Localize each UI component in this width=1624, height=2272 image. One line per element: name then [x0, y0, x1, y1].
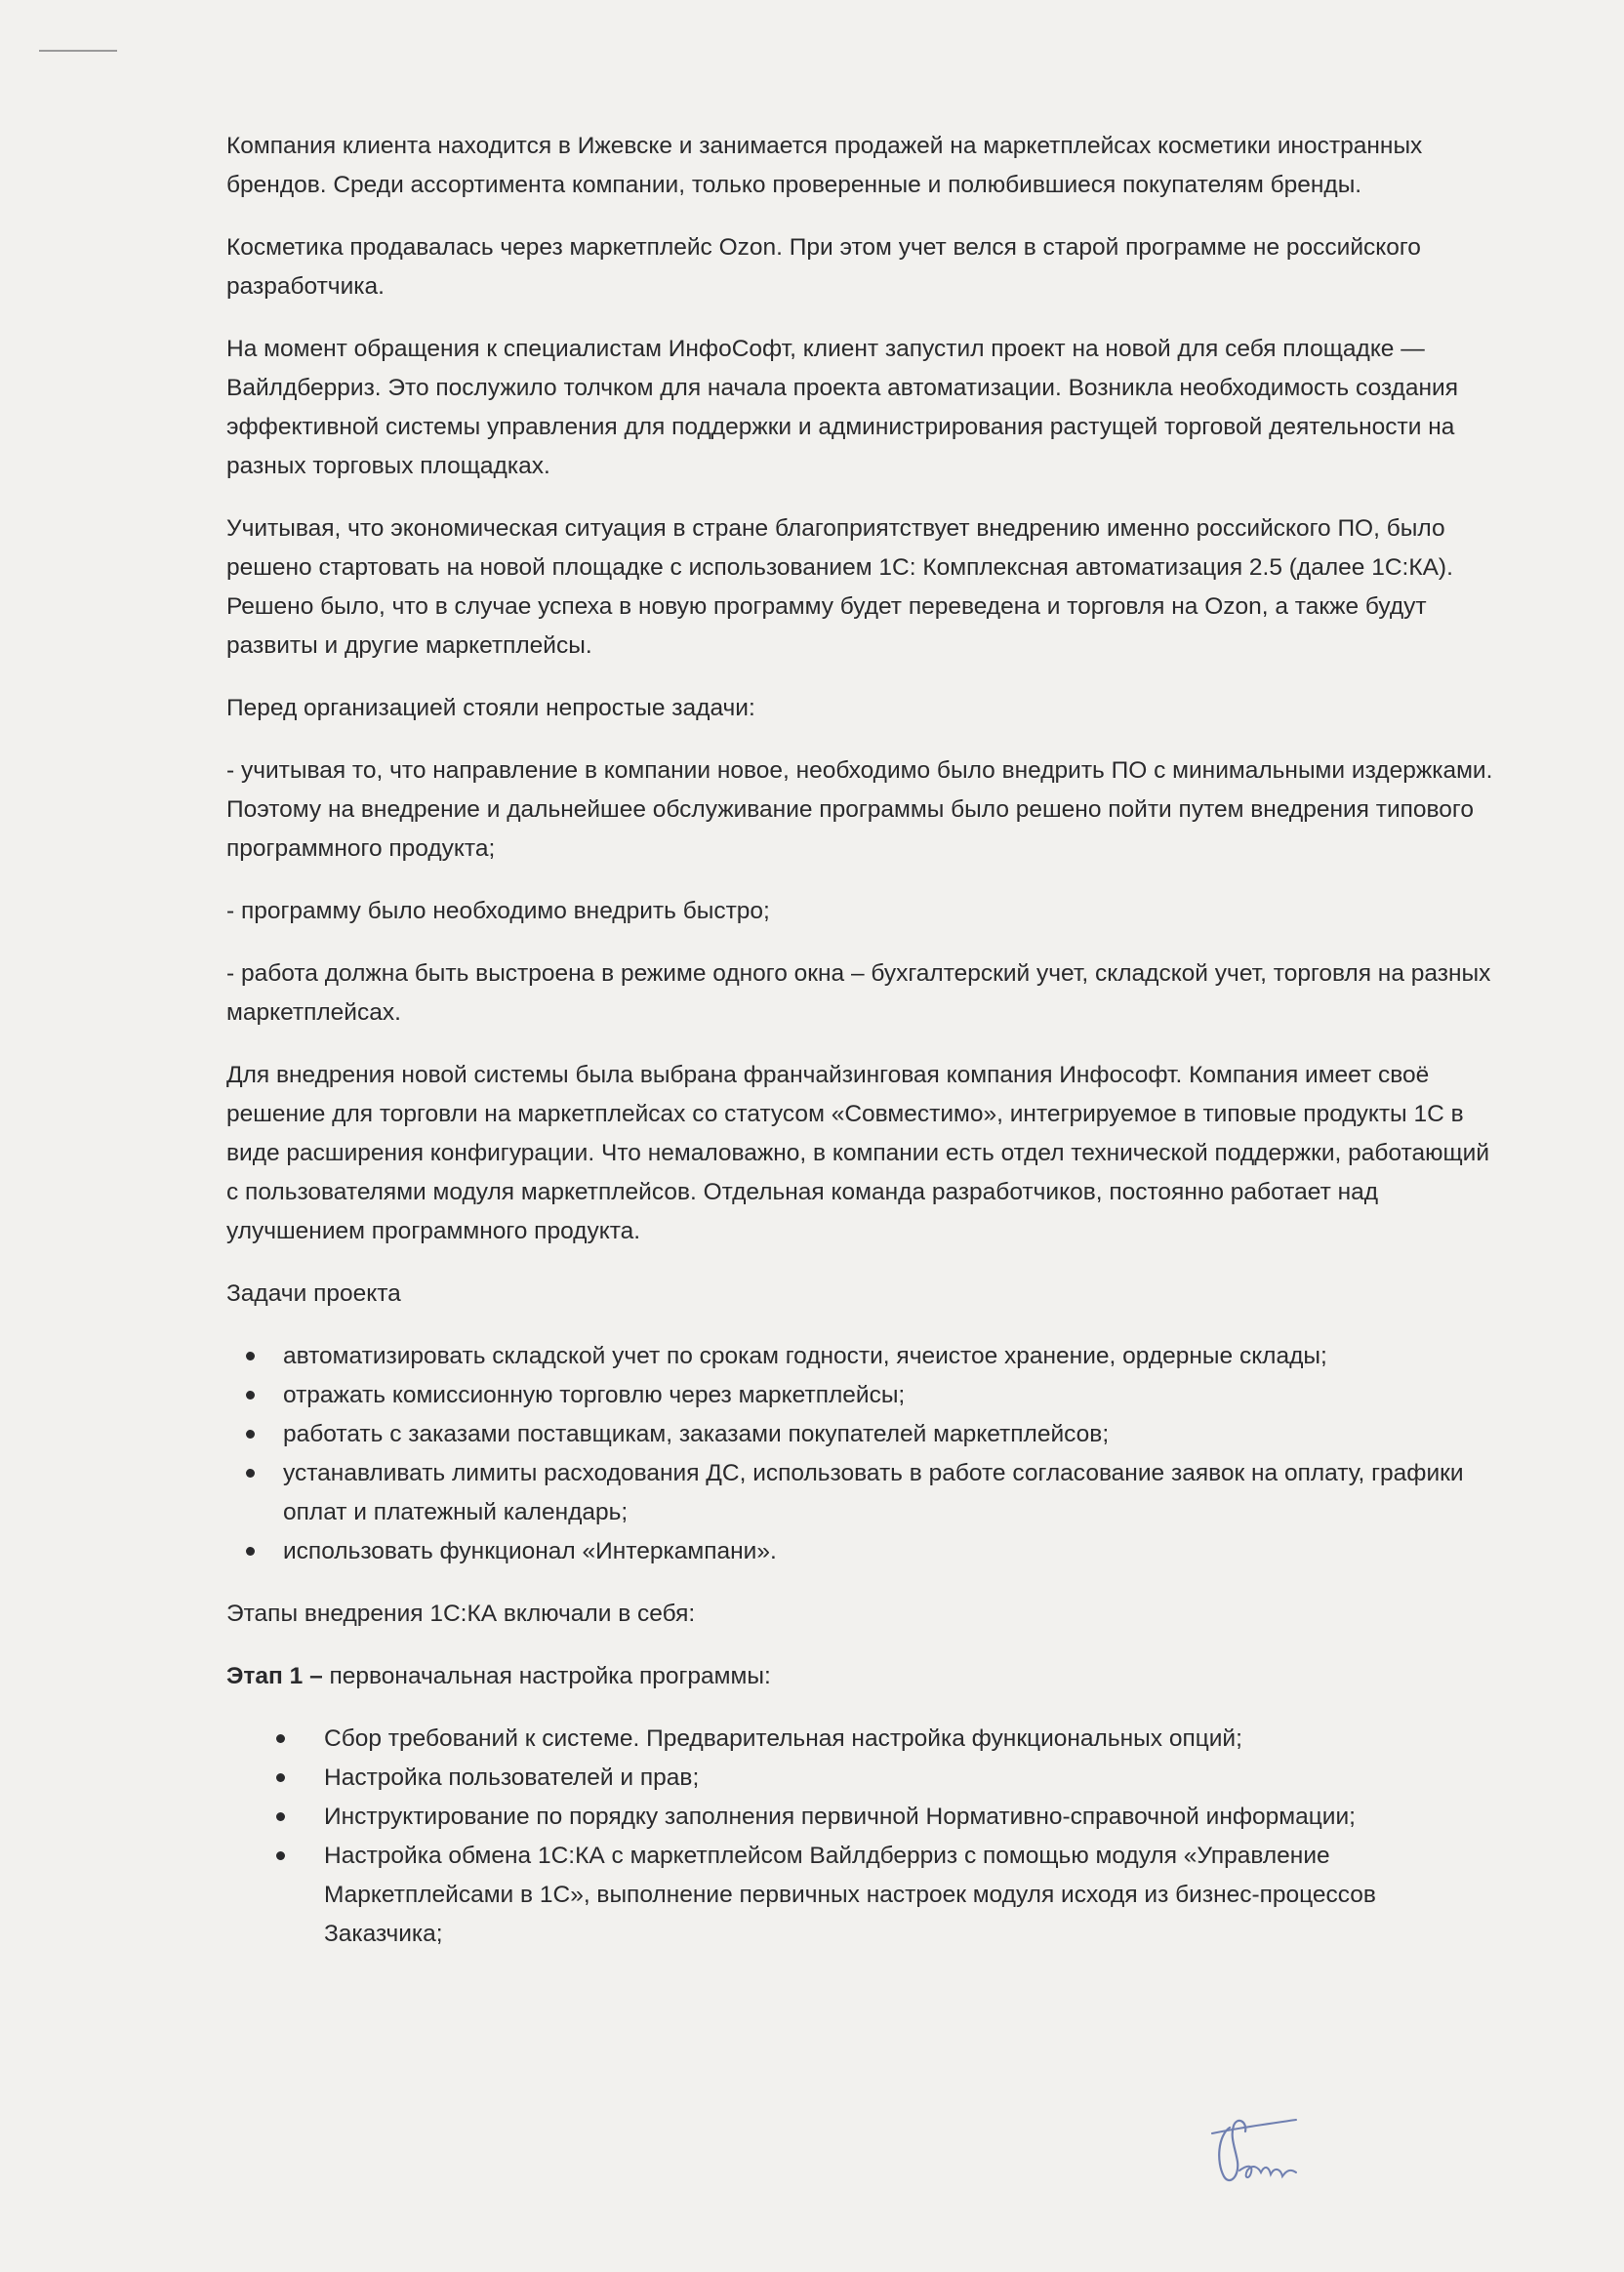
- tasks-heading: Задачи проекта: [226, 1280, 401, 1307]
- paragraph-challenges-heading: Перед организацией стояли непростые задачи:: [226, 695, 755, 721]
- bullet-icon: [276, 1851, 285, 1860]
- bullet-icon: [246, 1430, 255, 1439]
- list-item-text: Настройка пользователей и прав;: [324, 1765, 700, 1791]
- paragraph-infosoft: Для внедрения новой системы была выбрана франчайзинговая компания Инфософт. Компания имеет своё решение для торговли на маркетплейсах со статусом «Совместимо», интегрируемое в типовые продукты 1С в виде расширения конфигурации. Что немаловажно, в компании есть отдел технической поддержки, работающий с пользователями модуля маркетплейсов. Отдельная команда разработчиков, постоянно работает над улучшением программного продукта.: [226, 1062, 1490, 1244]
- list-item: [226, 1759, 1495, 1798]
- stage-1-title: первоначальная настройка программы:: [322, 1663, 771, 1689]
- tasks-list: [226, 1337, 1495, 1571]
- list-item-text: Инструктирование по порядку заполнения первичной Нормативно-справочной информации;: [324, 1804, 1356, 1830]
- list-item-text: автоматизировать складской учет по срокам годности, ячеистое хранение, ордерные склады;: [283, 1343, 1327, 1369]
- list-item: [226, 1376, 1495, 1415]
- list-item-text: работать с заказами поставщикам, заказами покупателей маркетплейсов;: [283, 1421, 1110, 1447]
- bullet-icon: [246, 1391, 255, 1400]
- list-item-text: Настройка обмена 1С:КА с маркетплейсом Вайлдберриз с помощью модуля «Управление Маркетплейсами в 1С», выполнение первичных настроек модуля исходя из бизнес-процессов Заказчика;: [324, 1843, 1376, 1947]
- list-item: [226, 1454, 1495, 1532]
- list-item-text: использовать функционал «Интеркампани».: [283, 1538, 777, 1564]
- bullet-icon: [246, 1352, 255, 1360]
- bullet-icon: [276, 1773, 285, 1782]
- bullet-icon: [276, 1812, 285, 1821]
- list-item-text: отражать комиссионную торговлю через маркетплейсы;: [283, 1382, 906, 1408]
- bullet-icon: [246, 1469, 255, 1478]
- scan-mark: [39, 49, 117, 53]
- paragraph-wildberries: На момент обращения к специалистам ИнфоСофт, клиент запустил проект на новой для себя площадке — Вайлдберриз. Это послужило толчком для начала проекта автоматизации. Возникла необходимость создания эффективной системы управления для поддержки и администрирования растущей торговой деятельности на разных торговых площадках.: [226, 336, 1458, 479]
- handwritten-signature: [1200, 2108, 1318, 2196]
- stage-1-heading: [226, 1657, 1495, 1696]
- list-item: [226, 1837, 1495, 1954]
- list-item: [226, 1532, 1495, 1571]
- list-item: [226, 1798, 1495, 1837]
- list-item: [226, 1337, 1495, 1376]
- paragraph-client: Компания клиента находится в Ижевске и занимается продажей на маркетплейсах косметики иностранных брендов. Среди ассортимента компании, только проверенные и полюбившиеся покупателям бренды.: [226, 133, 1423, 198]
- stage-1-list: [226, 1720, 1495, 1954]
- paragraph-challenge-costs: - учитывая то, что направление в компании новое, необходимо было внедрить ПО с минимальными издержками. Поэтому на внедрение и дальнейшее обслуживание программы было решено пойти путем внедрения типового программного продукта;: [226, 757, 1493, 862]
- list-item-text: устанавливать лимиты расходования ДС, использовать в работе согласование заявок на оплату, графики оплат и платежный календарь;: [283, 1460, 1464, 1525]
- paragraph-russian-software: Учитывая, что экономическая ситуация в стране благоприятствует внедрению именно российского ПО, было решено стартовать на новой площадке с использованием 1С: Комплексная автоматизация 2.5 (далее 1С:КА). Решено было, что в случае успеха в новую программу будет переведена и торговля на Ozon, а также будут развиты и другие маркетплейсы.: [226, 515, 1453, 659]
- document-page: [226, 127, 1495, 1977]
- stage-1-label: Этап 1 –: [226, 1663, 323, 1689]
- paragraph-challenge-single-window: - работа должна быть выстроена в режиме одного окна – бухгалтерский учет, складской учет, торговля на разных маркетплейсах.: [226, 960, 1491, 1026]
- bullet-icon: [276, 1734, 285, 1743]
- list-item-text: Сбор требований к системе. Предварительная настройка функциональных опций;: [324, 1725, 1242, 1752]
- bullet-icon: [246, 1547, 255, 1556]
- stages-heading: Этапы внедрения 1С:КА включали в себя:: [226, 1601, 696, 1627]
- list-item: [226, 1415, 1495, 1454]
- list-item: [226, 1720, 1495, 1759]
- paragraph-challenge-speed: - программу было необходимо внедрить быстро;: [226, 898, 770, 924]
- paragraph-ozon: Косметика продавалась через маркетплейс Ozon. При этом учет велся в старой программе не российского разработчика.: [226, 234, 1421, 300]
